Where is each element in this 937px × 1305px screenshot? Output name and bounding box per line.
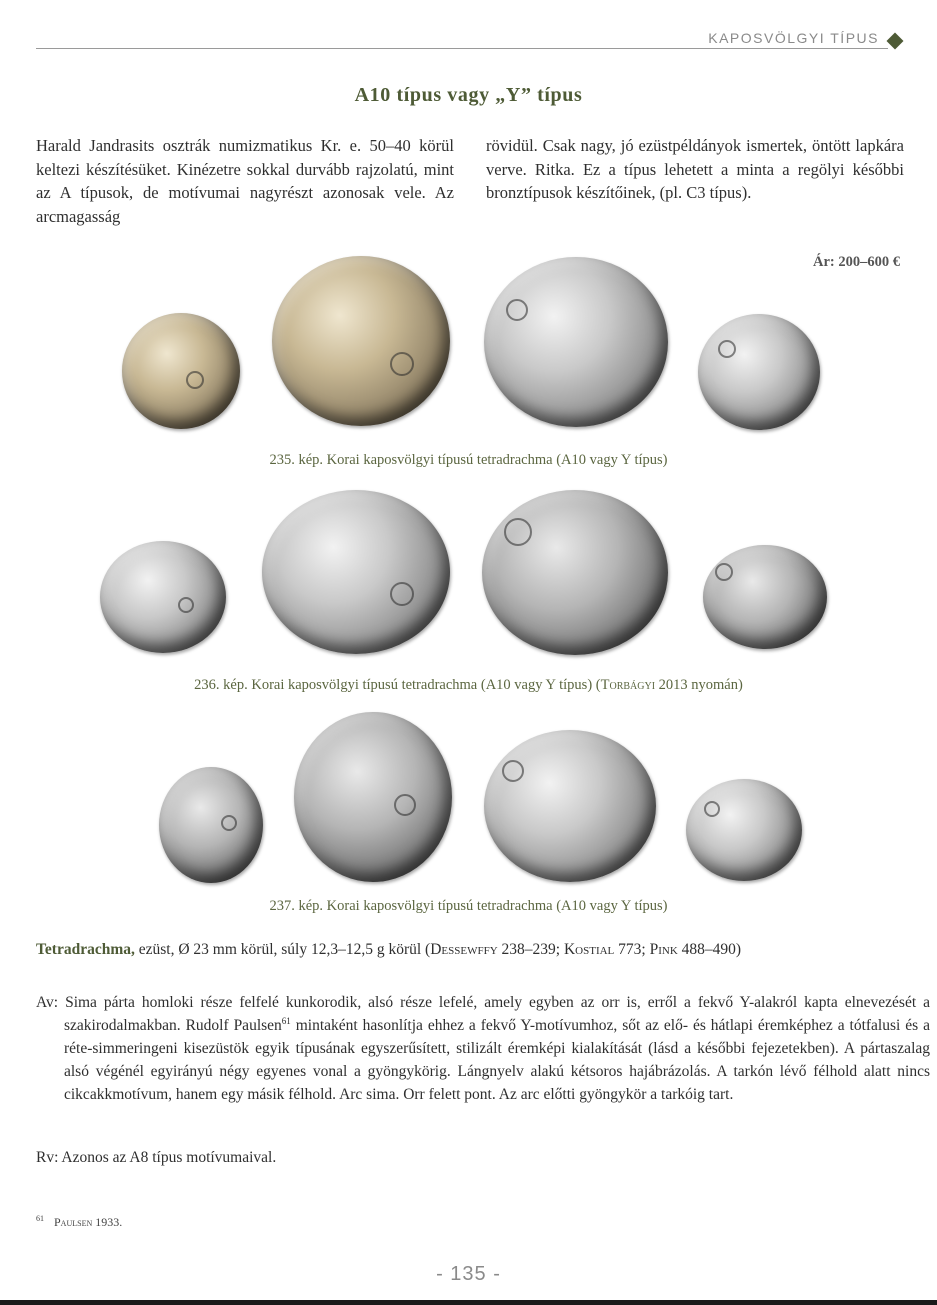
coin-image: [272, 256, 450, 426]
coin-image: [262, 490, 450, 654]
coin-specification: Tetradrachma, ezüst, Ø 23 mm körül, súly 12,3–12,5 g körül (Dessewffy 238–239; Kostial 773; Pink 488–490): [36, 941, 742, 958]
figure-caption-237: 237. kép. Korai kaposvölgyi típusú tetradrachma (A10 vagy Y típus): [269, 898, 668, 914]
coin-image: [294, 712, 452, 882]
page-number: - 135 -: [436, 1263, 501, 1285]
footnote-reference[interactable]: 61: [281, 1015, 291, 1026]
obverse-description: Av: Sima párta homloki része felfelé kunkorodik, alsó része lefelé, amely egyben az orr is, erről a fekvő Y-alakról kapta elnevezését a szakirodalmakban. Rudolf Paulsen$^{61}$ mintaként hasonlítja ehhez a fekvő Y-motívumhoz, sőt az elő- és hátlapi éremképhez a tótfalusi és a réte-simmeringeni kisezüstök egyik típusának egyszerűsített, stilizált éremképi kialakítását (lásd a későbbi fejezetekben). A pártaszalag alsó végénél egyirányú négy egyenes vonal a gyöngykörig. Lángnyelv alakú kétsoros hajábrázolás. A tarkón lévő félhold alatt nincs cikcakkmotívum, hanem egy másik félhold. Arc sima. Orr felett pont. Az arc előtti gyöngykör a tarkóig tart.: [36, 994, 930, 1103]
section-title: A10 típus vagy „Y” típus: [354, 84, 583, 106]
figure-caption-236: 236. kép. Korai kaposvölgyi típusú tetradrachma (A10 vagy Y típus) (Torbágyi 2013 nyomán): [194, 677, 743, 693]
intro-right-column: rövidül. Csak nagy, jó ezüstpéldányok ismertek, öntött lapkára verve. Ritka. Ez a típus lehetett a minta a regölyi későbbi bronztípusok készítőinek, (pl. C3 típus).: [486, 136, 904, 202]
footnote: $^{61}$ Paulsen 1933.: [36, 1214, 123, 1229]
coin-image: [159, 767, 263, 883]
figure-caption-235: 235. kép. Korai kaposvölgyi típusú tetradrachma (A10 vagy Y típus): [269, 452, 668, 468]
intro-left-column: Harald Jandrasits osztrák numizmatikus Kr. e. 50–40 körül keltezi készítésüket. Kinézetre sokkal durvább rajzolatú, mint az A típusok, de motívumai nagyrészt azonosak vele. Az arcmagasság: [36, 136, 454, 226]
diamond-ornament-icon: [887, 33, 904, 50]
price: Ár: 200–600 €: [813, 254, 900, 270]
coin-image: [484, 257, 668, 427]
running-head: KAPOSVÖLGYI TÍPUS: [708, 30, 879, 46]
bottom-bar: [0, 1300, 937, 1305]
coin-image: [100, 541, 226, 653]
coin-image: [686, 779, 802, 881]
coin-image: [703, 545, 827, 649]
coin-image: [698, 314, 820, 430]
coin-image: [484, 730, 656, 882]
coin-image: [122, 313, 240, 429]
header-rule: [36, 48, 888, 49]
reverse-description: Rv: Azonos az A8 típus motívumaival.: [36, 1149, 277, 1166]
coin-image: [482, 490, 668, 655]
